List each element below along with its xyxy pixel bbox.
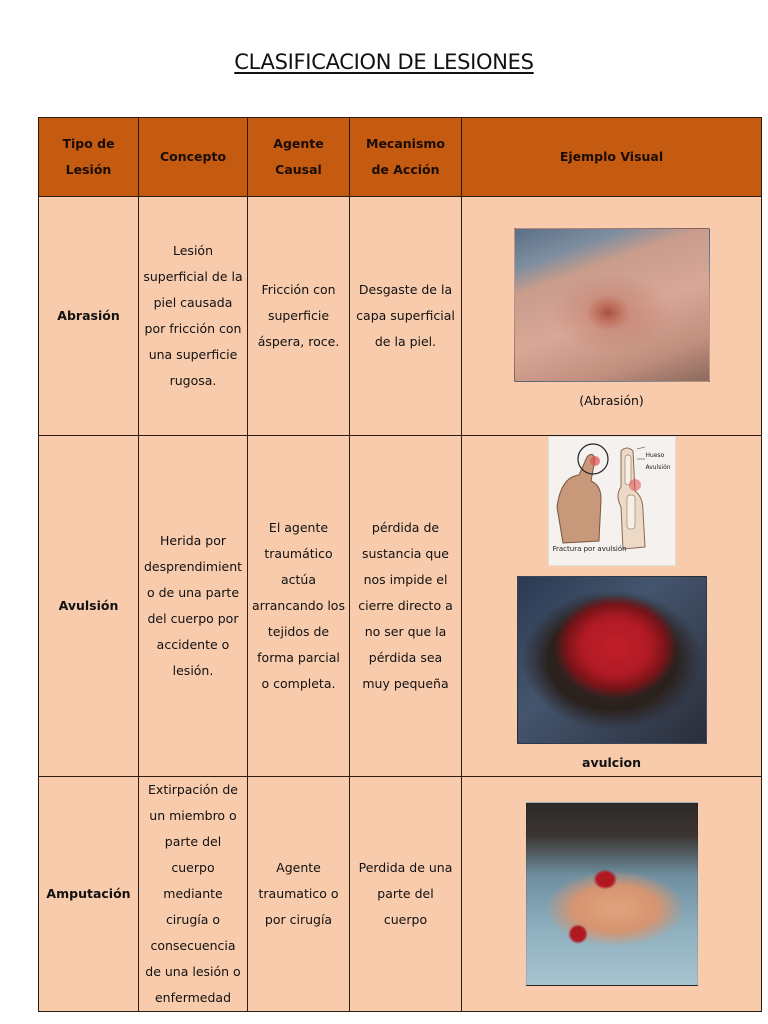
header-example: Ejemplo Visual <box>462 118 762 197</box>
abrasion-photo <box>514 228 710 382</box>
header-agent: Agente Causal <box>248 118 350 197</box>
table-row <box>39 436 762 777</box>
avulsion-fracture-diagram <box>548 436 676 566</box>
row-type: Amputación <box>39 777 139 1012</box>
header-mechanism-label: Mecanismo de Acción <box>366 136 445 177</box>
row-concept: Extirpación de un miembro o parte del cuerpo mediante cirugía o consecuencia de una lesión o enfermedad <box>139 777 248 1012</box>
row-mechanism: pérdida de sustancia que nos impide el cierre directo a no ser que la pérdida sea muy pequeña <box>350 436 462 777</box>
row-example <box>462 777 762 1012</box>
row-type: Avulsión <box>39 436 139 777</box>
row-concept: Herida por desprendimient o de una parte del cuerpo por accidente o lesión. <box>139 436 248 777</box>
row-agent: Fricción con superficie áspera, roce. <box>248 197 350 436</box>
diagram-caption: Fractura por avulsión <box>552 545 627 553</box>
table-header-row <box>39 118 762 197</box>
abrasion-caption: (Abrasión) <box>579 393 644 408</box>
page-title: CLASIFICACION DE LESIONES <box>234 50 534 74</box>
avulsion-caption: avulcion <box>582 755 641 770</box>
header-concept: Concepto <box>139 118 248 197</box>
row-agent: Agente traumatico o por cirugía <box>248 777 350 1012</box>
row-mechanism: Perdida de una parte del cuerpo <box>350 777 462 1012</box>
row-agent: El agente traumático actúa arrancando los tejidos de forma parcial o completa. <box>248 436 350 777</box>
row-example <box>462 436 762 777</box>
table-row <box>39 777 762 1012</box>
amputation-photo <box>526 802 698 986</box>
avulsion-photo <box>517 576 707 744</box>
annotation-bone: Hueso <box>645 452 665 459</box>
header-type: Tipo de Lesión <box>39 118 139 197</box>
injury-classification-table <box>38 117 762 1012</box>
row-example <box>462 197 762 436</box>
header-mechanism <box>350 118 462 197</box>
row-mechanism: Desgaste de la capa superficial de la piel. <box>350 197 462 436</box>
annotation-avulsion: Avulsión <box>645 464 671 471</box>
table-row <box>39 197 762 436</box>
row-type: Abrasión <box>39 197 139 436</box>
row-concept: Lesión superficial de la piel causada por fricción con una superficie rugosa. <box>139 197 248 436</box>
